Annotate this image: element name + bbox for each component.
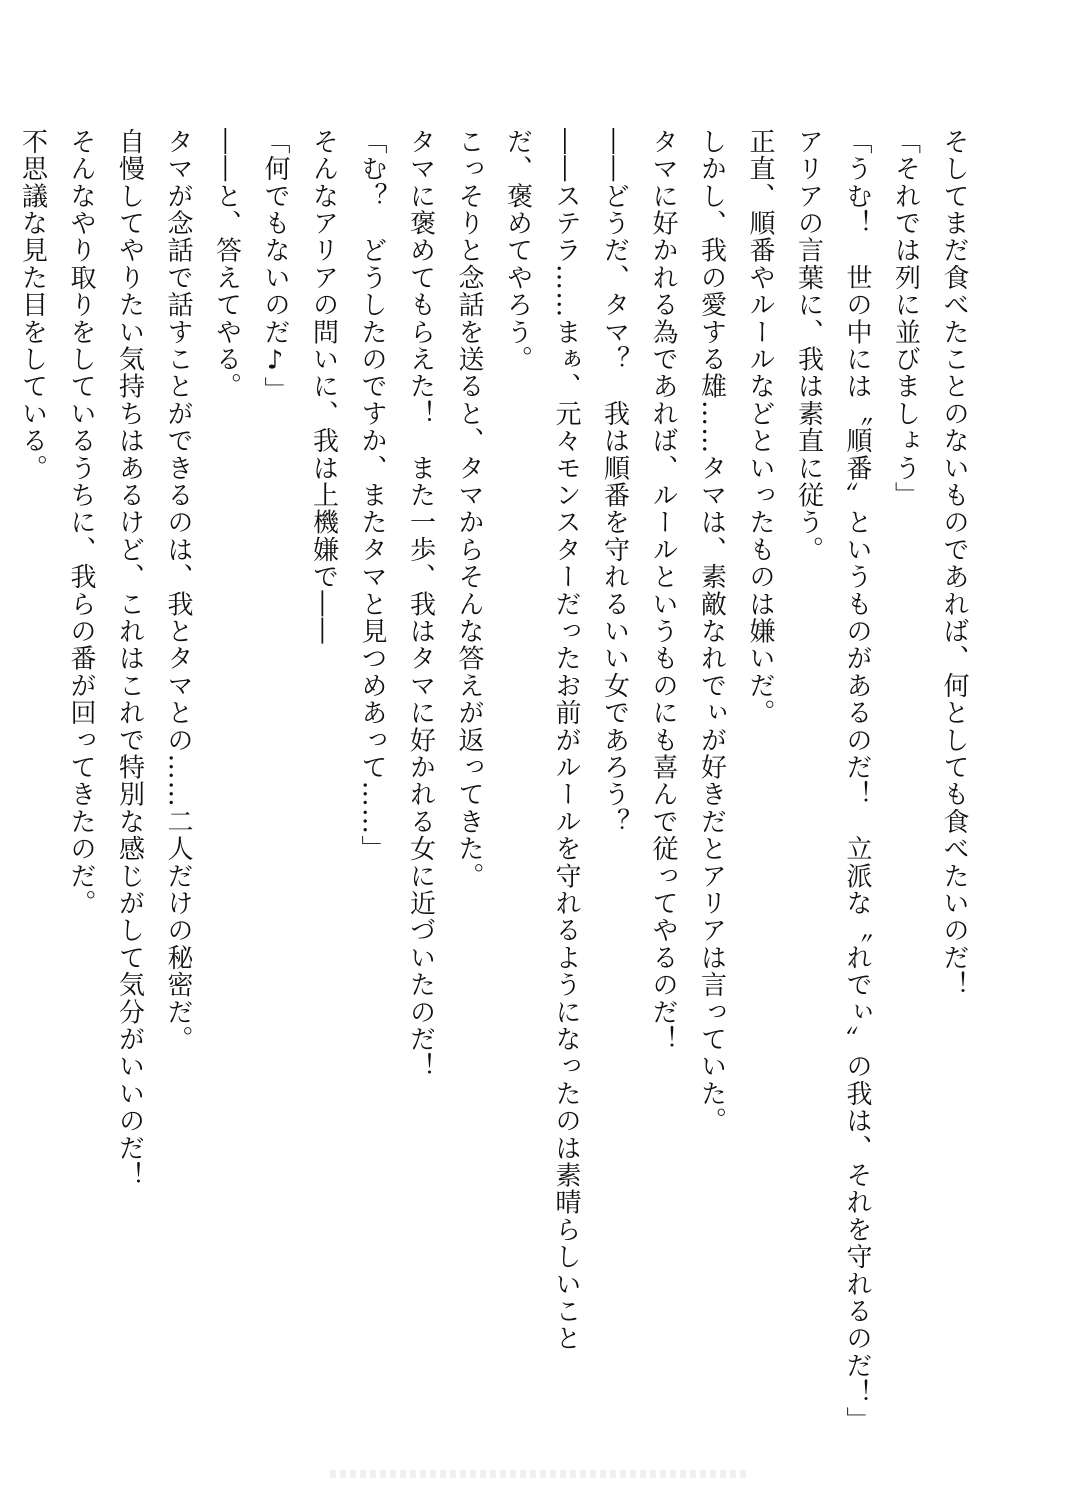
text-line: そんなやり取りをしているうちに、我らの番が回ってきたのだ。: [66, 128, 96, 917]
text-line: タマが念話で話すことができるのは、我とタマとの……二人だけの秘密だ。: [163, 128, 193, 1053]
text-line: 不思議な見た目をしている。: [17, 128, 48, 482]
text-line: そんなアリアの問いに、我は上機嫌で――: [308, 128, 339, 645]
text-line: ――ステラ……まぁ、元々モンスターだったお前がルールを守れるようになったのは素晴らしいこと: [551, 128, 581, 1352]
page-footer-mark: [330, 1470, 750, 1478]
text-line: そしてまだ食べたことのないものであれば、何としても食べたいのだ！: [939, 128, 969, 999]
text-line: 「それでは列に並びましょう」: [890, 128, 921, 509]
text-line: ――と、答えてやる。: [211, 128, 242, 400]
text-line: [0, 128, 8, 1208]
text-line: タマに好かれる為であれば、ルールというものにも喜んで従ってやるのだ！: [648, 128, 678, 1053]
text-line: アリアの言葉に、我は素直に従う。: [793, 128, 824, 564]
text-line: しかし、我の愛する雄……タマは、素敵なれでぃが好きだとアリアは言っていた。: [696, 128, 727, 1135]
text-line: 「何でもないのだ♪」: [260, 128, 290, 404]
text-line: こっそりと念話を送ると、タマからそんな答えが返ってきた。: [454, 128, 484, 890]
text-line: 「む？ どうしたのですか、またタマと見つめあって……」: [357, 128, 387, 863]
text-line: ――どうだ、タマ？ 我は順番を守れるいい女であろう？: [599, 128, 630, 836]
text-line: 自慢してやりたい気持ちはあるけど、これはこれで特別な感じがして気分がいいのだ！: [114, 128, 145, 1189]
vertical-text-body: [17, 128, 978, 1434]
text-line: 正直、順番やルールなどといったものは嫌いだ。: [745, 128, 775, 727]
text-line: 「うむ！ 世の中には〝順番〟というものがあるのだ！ 立派な〝れでぃ〟の我は、それを守れるのだ！」: [842, 128, 872, 1434]
text-line: タマに褒めてもらえた！ また一歩、我はタマに好かれる女に近づいたのだ！: [405, 128, 436, 1080]
text-line: だ、褒めてやろう。: [502, 128, 533, 373]
